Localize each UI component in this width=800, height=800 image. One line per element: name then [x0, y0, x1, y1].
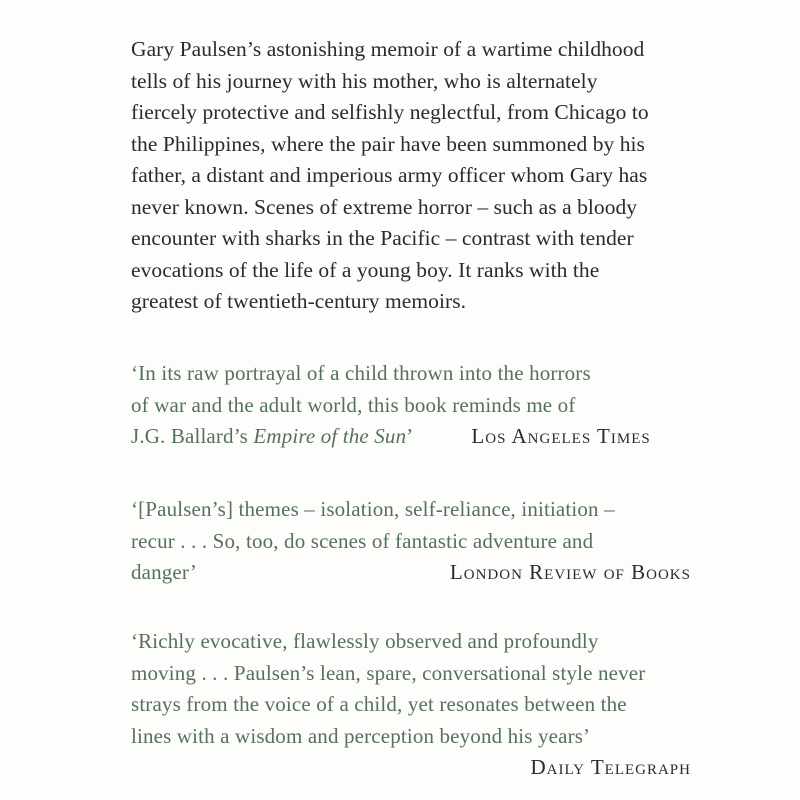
description-line: evocations of the life of a young boy. It ranks with the — [131, 257, 600, 282]
review-line: danger’ — [131, 560, 197, 584]
description-line: fiercely protective and selfishly neglectful, from Chicago to — [131, 100, 649, 124]
book-title-reference: Empire of the Sun — [253, 424, 407, 448]
review-line: strays from the voice of a child, yet resonates between the — [131, 692, 627, 716]
review-line: lines with a wisdom and perception beyond his years’ — [131, 723, 591, 748]
book-description — [131, 34, 691, 318]
description-line: the Philippines, where the pair have been summoned by his — [131, 131, 645, 156]
review-source: London Review of Books — [449, 560, 691, 584]
description-line: father, a distant and imperious army officer whom Gary has — [131, 163, 648, 187]
review-line: moving . . . Paulsen’s lean, spare, conversational style never — [131, 660, 646, 685]
description-line: Gary Paulsen’s astonishing memoir of a wartime childhood — [131, 37, 645, 61]
review-line: ‘Richly evocative, flawlessly observed and profoundly — [131, 629, 599, 653]
description-line: never known. Scenes of extreme horror – such as a bloody — [131, 194, 638, 219]
review-line-with-source — [131, 421, 691, 453]
description-line: greatest of twentieth-century memoirs. — [131, 289, 467, 313]
review-source: Los Angeles Times — [471, 424, 651, 448]
review-source: Daily Telegraph — [530, 755, 691, 779]
review-line: ‘In its raw portrayal of a child thrown into the horrors — [131, 361, 591, 385]
review-quote-london-review-of-books — [131, 494, 691, 589]
review-quote-los-angeles-times — [131, 358, 691, 453]
description-line: encounter with sharks in the Pacific – contrast with tender — [131, 226, 634, 250]
review-quote-daily-telegraph — [131, 626, 691, 784]
description-line: tells of his journey with his mother, who is alternately — [131, 68, 598, 93]
review-line: of war and the adult world, this book reminds me of — [131, 392, 576, 417]
review-line: recur . . . So, too, do scenes of fantastic adventure and — [131, 528, 594, 553]
review-line: ‘[Paulsen’s] themes – isolation, self-reliance, initiation – — [131, 497, 615, 521]
review-text: J.G. Ballard’s — [131, 424, 254, 448]
closing-quote: ’ — [406, 424, 414, 448]
